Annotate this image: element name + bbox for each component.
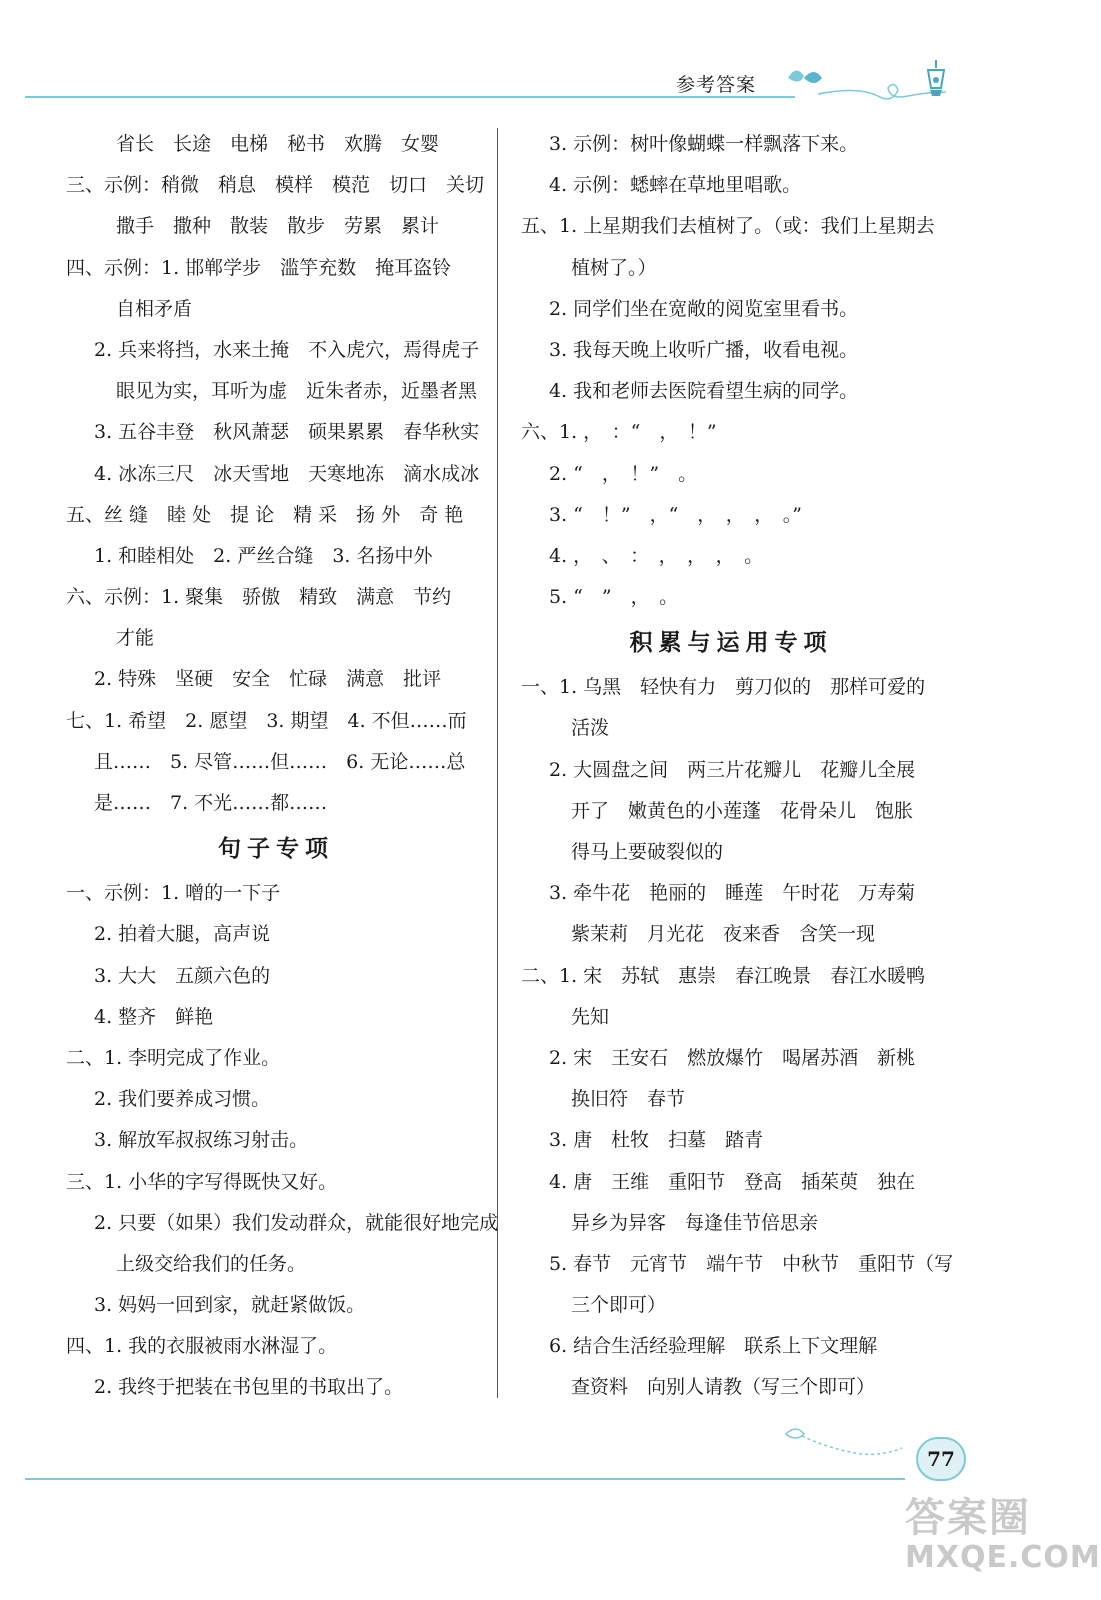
answer-line: 四、1. 我的衣服被雨水淋湿了。 [66, 1335, 338, 1358]
page-number: 77 [916, 1437, 966, 1481]
answer-line: 3. 唐 杜牧 扫墓 踏青 [549, 1129, 764, 1152]
answer-line: 3. 我每天晚上收听广播，收看电视。 [549, 338, 859, 361]
answer-line: 二、1. 宋 苏轼 惠崇 春江晚景 春江水暖鸭 [521, 964, 926, 987]
answer-line: 3. “ ！” ，“ ， ， ， 。” [549, 503, 803, 526]
answer-line: 三个即可） [571, 1294, 667, 1317]
answer-line: 2. 拍着大腿，高声说 [94, 923, 271, 946]
answer-line: 2. 宋 王安石 燃放爆竹 喝屠苏酒 新桃 [549, 1046, 916, 1069]
answer-line: 2. “ ， ！” 。 [549, 462, 698, 485]
watermark [905, 1495, 1101, 1575]
answer-line: 五、丝 缝 睦 处 提 论 精 采 扬 外 奇 艳 [66, 503, 464, 526]
answer-line: 5. “ ” ， 。 [549, 586, 679, 609]
answer-line: 1. 和睦相处 2. 严丝合缝 3. 名扬中外 [94, 544, 433, 567]
watermark-top: 答案圈 [905, 1495, 1031, 1541]
butterfly-lantern-decoration-icon [778, 56, 958, 106]
answer-line: 上级交给我们的任务。 [116, 1252, 307, 1275]
answer-line: 3. 大大 五颜六色的 [94, 964, 271, 987]
answer-line: 4. 示例：蟋蟀在草地里唱歌。 [549, 174, 802, 197]
answer-line: 开了 嫩黄色的小莲蓬 花骨朵儿 饱胀 [571, 799, 914, 822]
answer-line: 3. 解放军叔叔练习射击。 [94, 1129, 309, 1152]
answer-line: 2. 我终于把装在书包里的书取出了。 [94, 1376, 404, 1399]
answer-line: 活泼 [571, 717, 610, 740]
answer-line: 一、示例：1. 噌的一下子 [66, 882, 281, 905]
watermark-bottom: MXQE.COM [905, 1540, 1101, 1575]
answer-line: 且…… 5. 尽管……但…… 6. 无论……总 [94, 750, 466, 773]
answer-line: 七、1. 希望 2. 愿望 3. 期望 4. 不但……而 [66, 709, 467, 732]
answer-line: 4. 我和老师去医院看望生病的同学。 [549, 380, 859, 403]
answer-line: 撒手 撒种 散装 散步 劳累 累计 [116, 215, 440, 238]
answer-line: 4. 冰冻三尺 冰天雪地 天寒地冻 滴水成冰 [94, 462, 480, 485]
answer-line: 六、1. ， ：“ ， ！” [521, 421, 717, 444]
answer-line: 一、1. 乌黑 轻快有力 剪刀似的 那样可爱的 [521, 676, 926, 699]
footer-swirl-decoration-icon [780, 1416, 920, 1466]
answer-line: 先知 [571, 1005, 610, 1028]
answer-line: 是…… 7. 不光……都…… [94, 792, 328, 814]
left-answer-column [66, 124, 499, 1409]
answer-line: 3. 牵牛花 艳丽的 睡莲 午时花 万寿菊 [549, 882, 916, 905]
page-header-title: 参考答案 [676, 74, 757, 96]
answer-line: 自相矛盾 [116, 297, 193, 320]
answer-line: 2. 兵来将挡，水来土掩 不入虎穴，焉得虎子 [94, 338, 480, 361]
answer-line: 5. 春节 元宵节 端午节 中秋节 重阳节（写 [549, 1252, 954, 1275]
answer-line: 3. 五谷丰登 秋风萧瑟 硕果累累 春华秋实 [94, 421, 480, 444]
answer-line: 紫茉莉 月光花 夜来香 含笑一现 [571, 923, 876, 946]
answer-line: 五、1. 上星期我们去植树了。（或：我们上星期去 [521, 215, 935, 238]
answer-line: 2. 我们要养成习惯。 [94, 1088, 271, 1111]
answer-line: 三、1. 小华的字写得既快又好。 [66, 1170, 338, 1193]
answer-line: 眼见为实，耳听为虚 近朱者赤，近墨者黑 [116, 380, 478, 403]
answer-line: 植树了。） [571, 256, 657, 279]
answer-line: 4. ， 、 ： ， ， ， 。 [549, 544, 764, 567]
answer-line: 查资料 向别人请教（写三个即可） [571, 1376, 876, 1399]
answer-line: 六、示例：1. 聚集 骄傲 精致 满意 节约 [66, 586, 452, 609]
answer-line: 4. 整齐 鲜艳 [94, 1005, 214, 1028]
section-heading: 句子专项 [218, 835, 334, 863]
answer-line: 2. 只要（如果）我们发动群众，就能很好地完成 [94, 1211, 499, 1234]
answer-line: 异乡为异客 每逢佳节倍思亲 [571, 1211, 819, 1234]
footer-rule [25, 1478, 905, 1480]
answer-line: 才能 [116, 627, 155, 650]
answer-line: 3. 妈妈一回到家，就赶紧做饭。 [94, 1294, 366, 1317]
answer-line: 2. 同学们坐在宽敞的阅览室里看书。 [549, 297, 859, 320]
answer-line: 2. 特殊 坚硬 安全 忙碌 满意 批评 [94, 668, 442, 691]
answer-line: 6. 结合生活经验理解 联系上下文理解 [549, 1335, 878, 1358]
answer-line: 四、示例：1. 邯郸学步 滥竽充数 掩耳盗铃 [66, 256, 452, 279]
answer-line: 省长 长途 电梯 秘书 欢腾 女婴 [116, 133, 440, 155]
answer-line: 换旧符 春节 [571, 1088, 686, 1111]
right-answer-column [521, 124, 954, 1409]
answer-line: 三、示例：稍微 稍息 模样 模范 切口 关切 [66, 174, 485, 197]
section-heading: 积累与运用专项 [629, 629, 833, 657]
answer-line: 得马上要破裂似的 [571, 841, 724, 863]
answer-line: 3. 示例：树叶像蝴蝶一样飘落下来。 [549, 133, 859, 155]
answer-line: 二、1. 李明完成了作业。 [66, 1046, 281, 1069]
answer-line: 4. 唐 王维 重阳节 登高 插茱萸 独在 [549, 1170, 916, 1193]
answer-line: 2. 大圆盘之间 两三片花瓣儿 花瓣儿全展 [549, 758, 916, 781]
